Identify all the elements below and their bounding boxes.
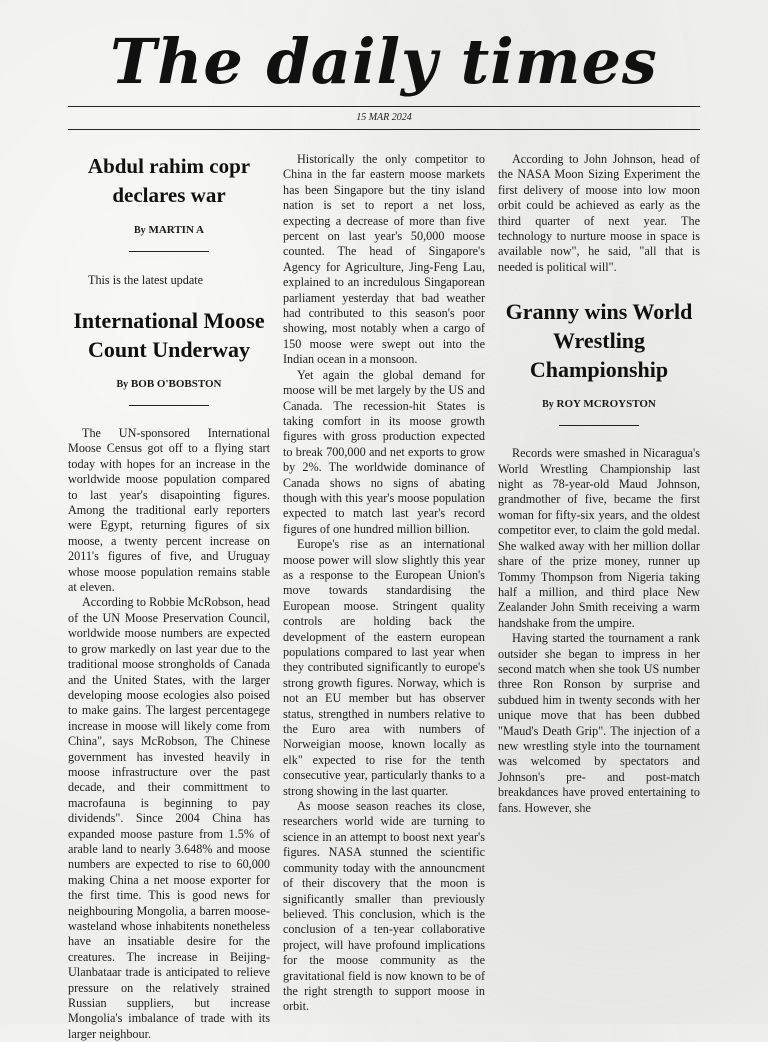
byline-war: By MARTIN A: [134, 224, 204, 236]
granny-body: [498, 446, 700, 816]
column-1: [68, 152, 270, 1041]
headline-war: Abdul rahim copr declares war: [87, 154, 251, 207]
paragraph: Records were smashed in Nicaragua's World Wrestling Championship last night as 78-year-old Maud Johnson, grandmother of five, became the first woman for fifty-six years, and the oldest competitor ever, to claim the gold medal. She walked away with her million dollar share of the prize money, runner up Tommy Thompson from Nigeria taking half a million, and third place New Zealander John Smith receiving a warm handshake from the umpire.: [498, 446, 700, 630]
paragraph: According to John Johnson, head of the NASA Moon Sizing Experiment the first delivery of moose into low moon orbit could be achieved as early as the third quarter of next year. The technology to nurture moose in space is available now", he said, "all that is needed is political will".: [498, 152, 700, 274]
moose-body-part-1: [68, 426, 270, 1042]
byline-divider: [559, 425, 639, 426]
masthead-bottom-rule: [68, 129, 700, 130]
war-update-text: This is the latest update: [88, 273, 204, 287]
column-2: [283, 152, 485, 1024]
paragraph: Yet again the global demand for moose will be met largely by the US and Canada. The recession-hit States is taking comfort in its moose growth figures with gross production expected to break 700,000 and net exports to grow by 2%. The worldwide dominance of Canada shows no signs of abating though with this year's moose population expected to match last year's record figures of one hundred million billion.: [283, 367, 485, 536]
byline-moose: By BOB O'BOBSTON: [116, 378, 222, 390]
headline-moose: International Moose Count Underway: [73, 308, 265, 362]
newspaper-title: The daily times: [110, 25, 658, 98]
paragraph: Europe's rise as an international moose power will slow slightly this year as a response to the European Union's move towards standardising the European moose. Stringent quality controls are holding back the development of the eastern european populations compared to last year when they contributed significantly to europe's strong growth figures. Norway, which is not an EU member but has observer status, strengthed in numbers relative to the Euro area with numbers of Norweigian moose, known locally as elk" expected to rise for the tenth consecutive year, particularly thanks to a strong showing in the last quarter.: [283, 537, 485, 798]
paragraph: The UN-sponsored International Moose Census got off to a flying start today with hopes for an increase in the worldwide moose population compared to last year's disapointing figures. Among the traditional early reporters were Egypt, returning figures of six moose, a twenty percent increase on 2011's figures of five, and Uruguay whose moose population remains stable at eleven.: [68, 426, 270, 595]
author-moose: BOB O'BOBSTON: [130, 378, 222, 390]
masthead-top-rule: [68, 106, 700, 107]
byline-divider: [129, 251, 209, 252]
issue-date: 15 MAR 2024: [356, 112, 412, 123]
byline-divider: [129, 405, 209, 406]
column-3: [498, 152, 700, 1024]
paragraph: Having started the tournament a rank outsider she began to impress in her second match when she took US number three Ron Ronson by surprise and subdued him in twenty seconds with her unique move that has been dubbed "Maud's Death Grip". The injection of a new wrestling style into the tournament was welcomed by spectators and Johnson's pre- and post-match breakdances have proved entertaining to fans. However, she: [498, 631, 700, 815]
masthead: [0, 22, 768, 102]
article-granny: [498, 297, 700, 426]
paragraph: According to Robbie McRobson, head of the UN Moose Preservation Council, worldwide moose numbers are expected to grow markedly on last year due to the traditional moose strongholds of Canada and the United States, with the larger developing moose ecologies also poised to make gains. The largest percentagege increase in moose will likely come from China", says McRobson, The Chinese government has invested heavily in moose infrastructure over the past decade, and their committment to macrofauna is beginning to pay dividends". Since 2004 China has expanded moose pasture from 1.5% of arable land to nearly 3.648% and moose numbers are expected to rise to 60,000 making China a net moose exporter for the first time. This is good news for neighbouring Mongolia, a barren moose-wasteland whose inhabitents nonetheless have an insatiable desire for the creatures. The increase in Beijing-Ulanbataar trade is anticipated to relieve pressure on the relatively strained Russian suppliers, but increase Mongolia's imbalance of trade with its larger neighbour.: [68, 595, 270, 1041]
author-granny: ROY MCROYSTON: [556, 398, 656, 411]
paragraph: Historically the only competitor to China in the far eastern moose markets has been Singapore but the tiny island nation is set to report a net loss, expecting a decrease of more than five percent on last year's 50,000 moose counted. The head of Singapore's Agency for Agriculture, Jing-Feng Lau, explained to an incredulous Singaporean parliament yesterday that bad weather had contributed to this season's poor showing, most notably when a cargo of 150 moose were swept out into the Indian ocean in a monsoon.: [283, 152, 485, 367]
article-moose: [68, 306, 270, 406]
moose-body-part-3: [498, 152, 700, 275]
article-war: [68, 152, 270, 288]
moose-body-part-2: [283, 152, 485, 1015]
author-war: MARTIN A: [148, 224, 204, 236]
paragraph: As moose season reaches its close, researchers world wide are turning to science in an attempt to boost next year's figures. NASA stunned the scientific community today with the announcment of their discovery that the moon is significantly smaller than previously believed. This conclusion, which is the conclusion of a ten-year collaborative project, will have profound implications for the moose community as the gravitational field is now known to be of the right strength to support moose in orbit.: [283, 799, 485, 1014]
byline-granny: By ROY MCROYSTON: [542, 398, 656, 411]
headline-granny: Granny wins World Wrestling Championship: [505, 299, 693, 383]
